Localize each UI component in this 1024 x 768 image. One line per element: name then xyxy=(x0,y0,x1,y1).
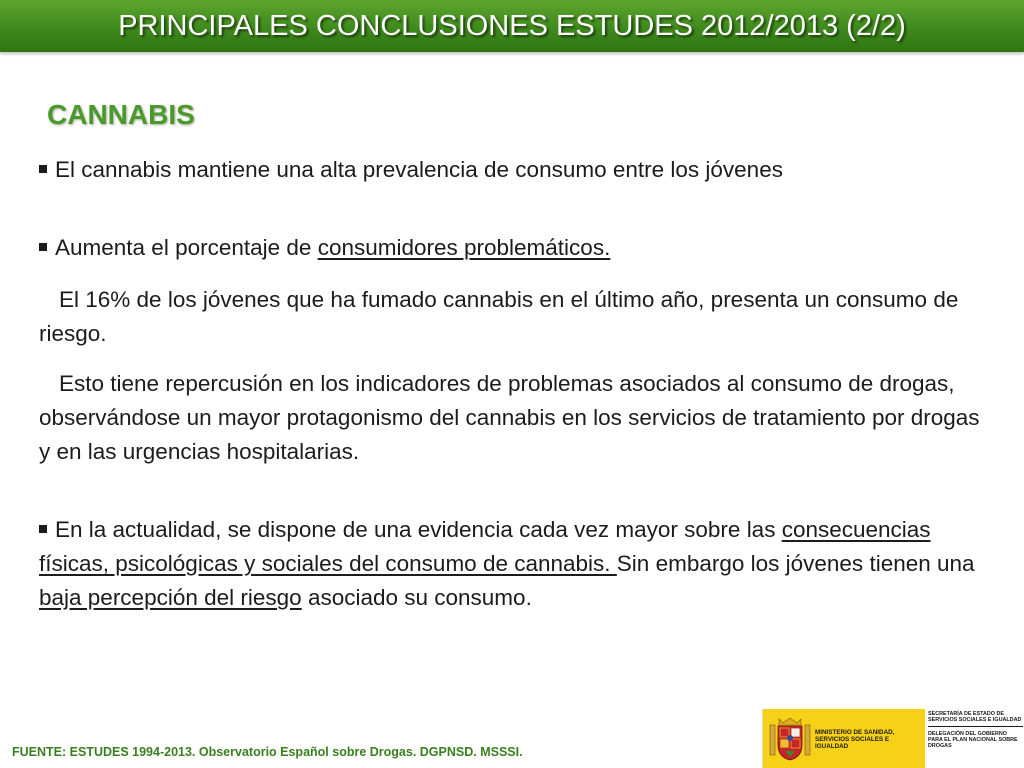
bullet-icon xyxy=(39,525,47,533)
bullet-problematic-prefix: Aumenta el porcentaje de xyxy=(55,235,318,260)
source-footer: FUENTE: ESTUDES 1994-2013. Observatorio Español sobre Drogas. DGPNSD. MSSSI. xyxy=(12,745,523,759)
section-heading: CANNABIS xyxy=(47,99,195,130)
logo-divider xyxy=(928,726,1023,727)
title-bar xyxy=(0,0,1024,52)
ministry-name: MINISTERIO DE SANIDAD, SERVICIOS SOCIALES E IGUALDAD xyxy=(815,729,895,750)
paragraph-risk-consumption: El 16% de los jóvenes que ha fumado cannabis en el último año, presenta un consumo de riesgo. xyxy=(39,287,959,346)
slide-title: PRINCIPALES CONCLUSIONES ESTUDES 2012/2013 (2/2) xyxy=(118,10,906,42)
paragraph-repercussion: Esto tiene repercusión en los indicadores de problemas asociados al consumo de drogas, observándose un mayor protagonismo del cannabis en los servicios de tratamiento por drogas y en las urgencias hospitalarias. xyxy=(39,371,980,464)
bullet-evidence-middle: Sin embargo los jóvenes tienen una xyxy=(616,551,975,576)
bullet-prevalence-text: El cannabis mantiene una alta prevalencia de consumo entre los jóvenes xyxy=(55,157,783,182)
bullet-prevalence xyxy=(39,153,994,187)
bullet-problematic-users xyxy=(39,231,994,265)
bullet-icon xyxy=(39,165,47,173)
coat-of-arms-icon xyxy=(769,715,811,762)
bullet-evidence xyxy=(39,513,994,615)
secretaria-name: SECRETARÍA DE ESTADO DE SERVICIOS SOCIALES E IGUALDAD xyxy=(928,711,1022,723)
bullet-evidence-prefix: En la actualidad, se dispone de una evidencia cada vez mayor sobre las xyxy=(55,517,782,542)
bullet-icon xyxy=(39,243,47,251)
ministry-logo xyxy=(762,709,1024,768)
delegacion-name: DELEGACIÓN DEL GOBIERNO PARA EL PLAN NACIONAL SOBRE DROGAS xyxy=(928,731,1018,749)
bullet-evidence-suffix: asociado su consumo. xyxy=(301,585,532,610)
problematic-users-underlined: consumidores problemáticos. xyxy=(317,235,611,260)
risk-perception-underlined: baja percepción del riesgo xyxy=(39,585,302,610)
consequences-underlined: consecuencias físicas, psicológicas y sociales del consumo de cannabis. xyxy=(39,517,931,576)
ministry-logo-band xyxy=(763,709,925,768)
secretaria-block xyxy=(928,711,1023,766)
